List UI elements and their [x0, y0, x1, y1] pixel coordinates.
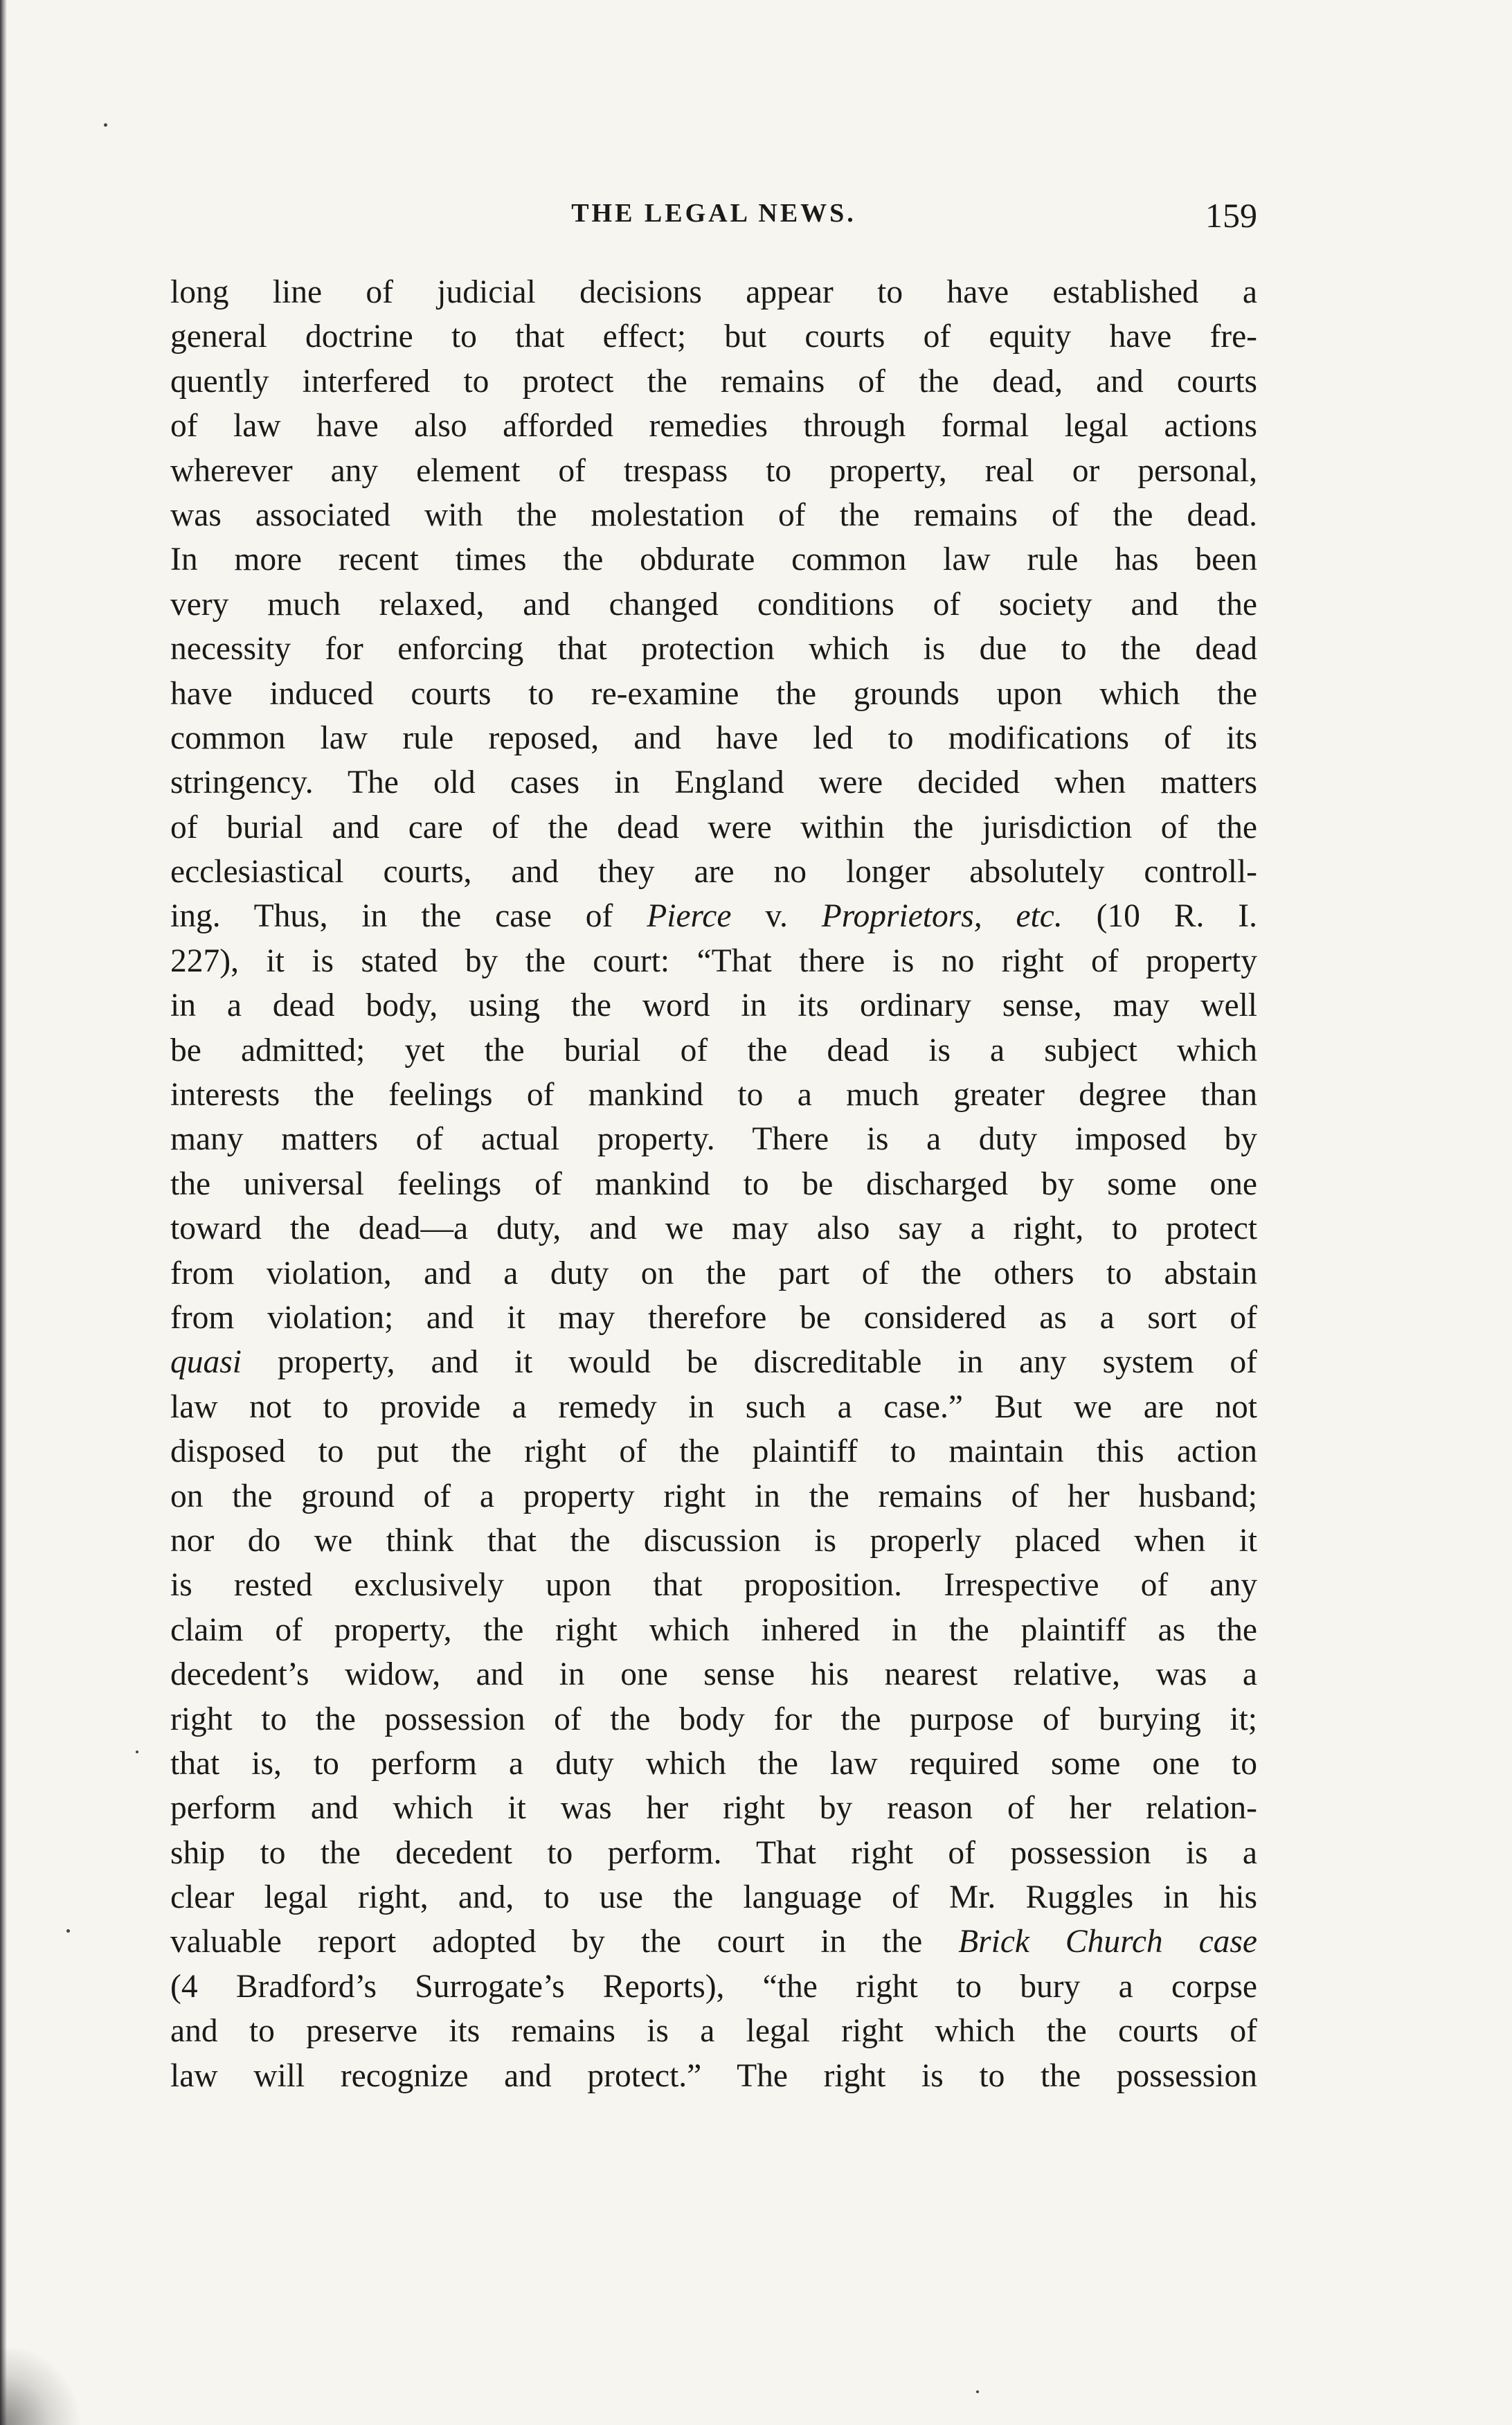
text-line: in a dead body, using the word in its ordinary sense, may well — [170, 987, 1257, 1024]
text-line: from violation, and a duty on the part of the others to abstain — [170, 1255, 1257, 1291]
text-line: from violation; and it may therefore be considered as a sort of — [170, 1299, 1257, 1336]
print-speck — [104, 123, 107, 127]
text-line: law not to provide a remedy in such a case.” But we are not — [170, 1388, 1257, 1425]
text-line: clear legal right, and, to use the language of Mr. Ruggles in his — [170, 1879, 1257, 1916]
body-text — [170, 270, 1257, 2098]
text-line: the universal feelings of mankind to be discharged by some one — [170, 1165, 1257, 1202]
text-line: general doctrine to that effect; but courts of equity have fre- — [170, 319, 1257, 355]
text-line: be admitted; yet the burial of the dead is a subject which — [170, 1032, 1257, 1068]
text-line: and to preserve its remains is a legal right which the courts of — [170, 2013, 1257, 2050]
text-line: of law have also afforded remedies through formal legal actions — [170, 408, 1257, 445]
text-line: disposed to put the right of the plaintiff to maintain this action — [170, 1433, 1257, 1470]
text-line: many matters of actual property. There is a duty imposed by — [170, 1121, 1257, 1158]
text-line: very much relaxed, and changed conditions of society and the — [170, 586, 1257, 623]
text-line: stringency. The old cases in England were decided when matters — [170, 764, 1257, 801]
text-line: toward the dead—a duty, and we may also say a right, to protect — [170, 1210, 1257, 1247]
text-line: right to the possession of the body for the purpose of burying it; — [170, 1701, 1257, 1737]
text-line: long line of judicial decisions appear to have established a — [170, 274, 1257, 310]
text-line: In more recent times the obdurate common law rule has been — [170, 542, 1257, 578]
page-corner-wear — [0, 2349, 83, 2425]
text-line: ship to the decedent to perform. That right of possession is a — [170, 1834, 1257, 1871]
page-header — [170, 195, 1257, 244]
print-speck — [976, 2390, 979, 2393]
print-speck — [66, 1929, 70, 1933]
text-line: that is, to perform a duty which the law required some one to — [170, 1745, 1257, 1782]
text-line: interests the feelings of mankind to a much greater degree than — [170, 1077, 1257, 1113]
text-line: necessity for enforcing that protection which is due to the dead — [170, 631, 1257, 668]
text-line: valuable report adopted by the court in the Brick Church case — [170, 1924, 1257, 1960]
text-line: claim of property, the right which inhered in the plaintiff as the — [170, 1611, 1257, 1648]
text-line: of burial and care of the dead were within the jurisdiction of the — [170, 809, 1257, 845]
text-line: 227), it is stated by the court: “That there is no right of property — [170, 942, 1257, 979]
text-line: ing. Thus, in the case of Pierce v. Proprietors, etc. (10 R. I. — [170, 898, 1257, 935]
text-line: decedent’s widow, and in one sense his nearest relative, was a — [170, 1656, 1257, 1693]
text-line: on the ground of a property right in the remains of her husband; — [170, 1478, 1257, 1514]
text-line: law will recognize and protect.” The right is to the possession — [170, 2057, 1257, 2094]
text-line: nor do we think that the discussion is properly placed when it — [170, 1522, 1257, 1559]
page-edge-shadow — [0, 0, 7, 2425]
text-line: quently interfered to protect the remains of the dead, and courts — [170, 363, 1257, 400]
print-speck — [136, 1751, 138, 1753]
text-line: was associated with the molestation of the remains of the dead. — [170, 496, 1257, 533]
text-line: (4 Bradford’s Surrogate’s Reports), “the right to bury a corpse — [170, 1968, 1257, 2005]
text-line: perform and which it was her right by reason of her relation- — [170, 1790, 1257, 1827]
text-line: common law rule reposed, and have led to modifications of its — [170, 719, 1257, 756]
text-line: ecclesiastical courts, and they are no longer absolutely controll- — [170, 854, 1257, 891]
page-number: 159 — [1205, 196, 1257, 235]
text-line: have induced courts to re-examine the grounds upon which the — [170, 675, 1257, 712]
text-line: quasi property, and it would be discreditable in any system of — [170, 1344, 1257, 1381]
running-head: THE LEGAL NEWS. — [571, 199, 856, 228]
text-line: wherever any element of trespass to property, real or personal, — [170, 452, 1257, 489]
text-line: is rested exclusively upon that proposition. Irrespective of any — [170, 1567, 1257, 1604]
